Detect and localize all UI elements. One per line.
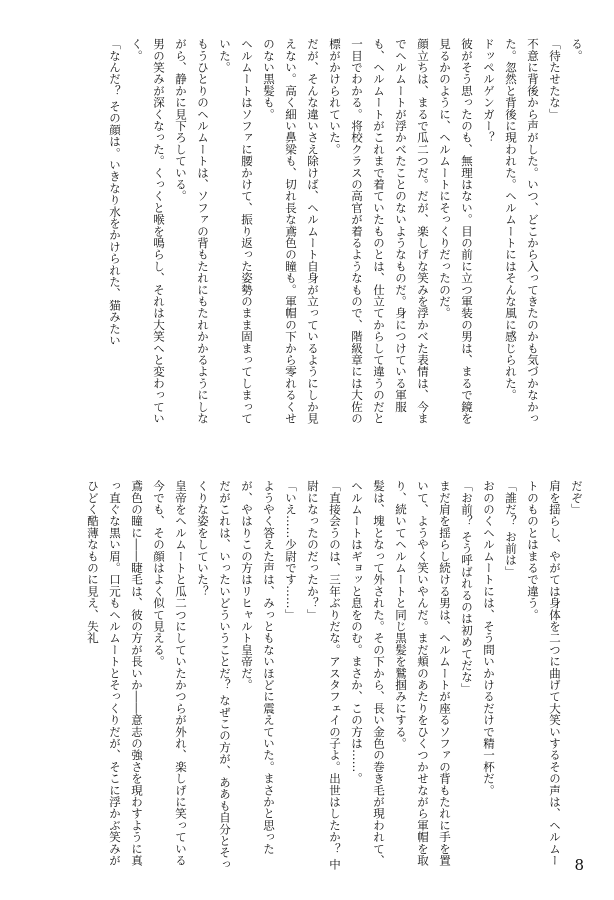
paragraph: おののくヘルムートには、そう問いかけるだけで精一杯だ。 [482,480,496,796]
paragraph: だが、そんな違いさえ除けば、ヘルムート自身が立っているようにしか見えない。高く細い鼻梁も、切れ長な鳶色の瞳も。軍帽の下から零れるくせのない黒髪も。 [262,38,320,425]
paragraph: 彼がそう思ったのも、無理はない。目の前に立つ軍装の男は、まるで鏡を見るかのように、ヘルムートにそっくりだったのだ。 [438,38,474,425]
paragraph: 「待たせたな」 [548,38,562,120]
paragraph: 「いえ……少尉です……」 [284,480,298,621]
paragraph: 「なんだ？ その顔は。いきなり水をかけられた、猫みたい [108,38,122,347]
lower-text-block [24,480,588,875]
paragraph: 顔立ちは、まるで瓜二つだ。だが、楽しげな笑みを浮かべた表情は、今までヘルムートが浮かべたことのないようなものだ。身につけている軍服も、ヘルムートがこれまで着ていたものとは、仕立てからして違うのだと一目でわかる。将校クラスの高官が着るようなもので、階級章には大佐の標がかけられていた。 [328,38,430,425]
paragraph: 不意に背後から声がした。いつ、どこから入ってきたのかも気づかなかった。忽然と背後に現われた。ヘルムートにはそんな風に感じられた。 [504,38,540,425]
paragraph: 「お前？ そう呼ばれるのは初めてだな」 [460,480,474,695]
upper-text-block [24,38,588,433]
paragraph: 鳶色の瞳に――睫毛は、彼の方が長いか――意志の強さを現わすように真っ直ぐな黒い眉。口元もヘルムートとそっくりだが、そこに浮かぶ笑みがひどく酷薄なものに見え、失礼 [86,480,144,867]
paragraph: る。 [570,38,584,62]
paragraph: 肩を揺らし、やがては身体を二つに曲げて大笑いするその声は、ヘルムートのものとはまるで違う。 [526,480,562,867]
paragraph: 皇帝をヘルムートと瓜二つにしていたかつらが外れ、楽しげに笑っている今でも、その顔はよく似て見える。 [152,480,188,867]
paragraph: 髪は、塊となって外された。その下から、長い金色の巻き毛が現われて、ヘルムートはギョッと息をのむ。まさか、この方は……。 [350,480,386,867]
paragraph: もうひとりのヘルムートは、ソファの背もたれにもたれかかるようにしながら、静かに見下ろしている。 [174,38,210,425]
paragraph: まだ肩を揺らし続ける男は、ヘルムートが座るソファの背もたれに手を置いて、ようやく笑いやんだ。まだ頬のあたりをひくつかせながら軍帽を取り、続いてヘルムートと同じ黒髪を鷲掴みにする。 [394,480,452,867]
paragraph: だぞ」 [570,480,584,516]
paragraph: 男の笑みが深くなった。くっくと喉を鳴らし、それは大笑へと変わっていく。 [130,38,166,425]
paragraph: 「直接会うのは、三年ぶりだな。アスタフェイの子よ。出世はしたか？ 中尉になったのだったか？」 [306,480,342,870]
paragraph: ようやく答えた声は、みっともないほどに震えていた。まさかと思ったが、やはりこの方はリヒャルト皇帝だ。 [240,480,276,855]
page-number: 8 [574,856,584,874]
paragraph: だがこれは、いったいどういうことだ？ なぜこの方が、ああも自分とそっくりな姿をしていた？ [196,480,232,870]
paragraph: 「誰だ？ お前は」 [504,480,518,578]
paragraph: ドッペルゲンガー？ [482,38,496,144]
paragraph: ヘルムートはソファに腰かけて、振り返った姿勢のまま固まってしまっていた。 [218,38,254,425]
